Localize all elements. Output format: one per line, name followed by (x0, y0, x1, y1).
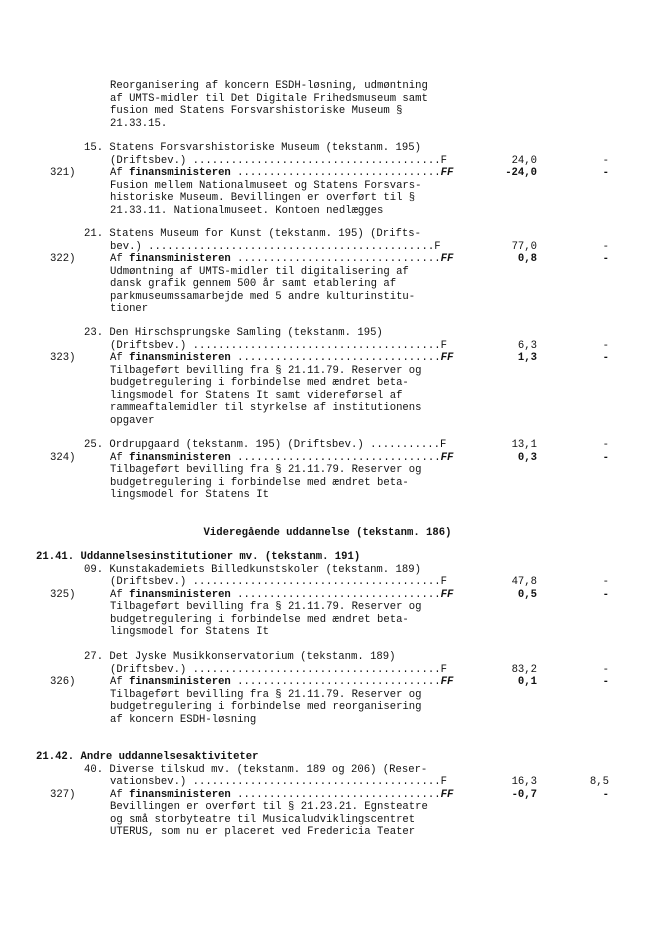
adjustment-line: 326) Af finansministeren ................................FF 0,1 - (50, 676, 609, 688)
adjustment-reserve: - (602, 588, 609, 601)
description: tioner (110, 303, 149, 315)
account-title: (Driftsbev.) .......................................F 6,3 - (110, 339, 609, 352)
appropriation-value: 6,3 (517, 339, 537, 352)
appropriation-value: 16,3 (511, 776, 537, 788)
adjustment-value: -24,0 (505, 167, 537, 179)
intro-text: Reorganisering af koncern ESDH-løsning, udmøntning (110, 80, 428, 92)
description: 21.33.11. Nationalmuseet. Kontoen nedlægges (110, 204, 384, 217)
reserve-value: - (602, 240, 609, 253)
item-number: 322) (50, 253, 76, 265)
account-title: bev.) .............................................F 77,0 - (110, 240, 609, 253)
description: Tilbageført bevilling fra § 21.11.79. Reserver og (110, 601, 422, 613)
item-number: 327) (50, 788, 76, 801)
adjustment-reserve: - (602, 451, 609, 464)
subsection-heading: 21.41. Uddannelsesinstitutioner mv. (tekstanm. 191) (36, 551, 361, 563)
description: dansk grafik gennem 500 år samt etablering af (110, 278, 397, 290)
account-title: (Driftsbev.) .......................................F 24,0 - (110, 154, 609, 167)
description: lingsmodel for Statens It samt videreførsel af (110, 389, 403, 402)
description: af koncern ESDH-løsning (110, 713, 257, 726)
account-title: 27. Det Jyske Musikkonservatorium (tekstanm. 189) (84, 651, 396, 663)
description: Bevillingen er overført til § 21.23.21. Egnsteatre (110, 801, 428, 813)
appropriation-value: 77,0 (511, 240, 537, 253)
description: Udmøntning af UMTS-midler til digitalisering af (110, 265, 409, 278)
description: budgetregulering i forbindelse med ændret beta- (110, 377, 409, 389)
description: parkmuseumssamarbejde med 5 andre kulturinstitu- (110, 290, 416, 303)
account-title: 40. Diverse tilskud mv. (tekstanm. 189 og 206) (Reser- (84, 763, 428, 776)
adjustment-line: 327) Af finansministeren ................................FF -0,7 - (50, 788, 609, 801)
reserve-value: - (602, 339, 609, 352)
adjustment-value: 0,3 (517, 451, 537, 464)
reserve-value: 8,5 (589, 776, 609, 788)
description: Tilbageført bevilling fra § 21.11.79. Reserver og (110, 464, 422, 476)
adjustment-value: -0,7 (511, 788, 537, 801)
description: budgetregulering i forbindelse med ændret beta- (110, 613, 409, 626)
adjustment-reserve: - (602, 253, 609, 265)
reserve-value: - (602, 576, 609, 588)
adjustment-value: 0,5 (517, 588, 537, 601)
section-heading: Videregående uddannelse (tekstanm. 186) (203, 527, 452, 539)
account-title: 09. Kunstakademiets Billedkunstskoler (tekstanm. 189) (84, 563, 421, 576)
account-title: vationsbev.) .......................................F 16,3 8,5 (110, 776, 609, 788)
reserve-value: - (602, 439, 609, 451)
account-title: 25. Ordrupgaard (tekstanm. 195) (Driftsbev.) ...........F 13,1 - (84, 439, 609, 451)
description: budgetregulering i forbindelse med reorganisering (110, 701, 422, 713)
description: Fusion mellem Nationalmuseet og Statens Forsvars- (110, 179, 422, 192)
account-title: (Driftsbev.) .......................................F 83,2 - (110, 663, 609, 676)
appropriation-value: 47,8 (511, 576, 537, 588)
item-number: 325) (50, 588, 76, 601)
reserve-value: - (602, 154, 609, 167)
reserve-value: - (602, 663, 609, 676)
adjustment-value: 0,8 (517, 253, 537, 265)
description: Tilbageført bevilling fra § 21.11.79. Reserver og (110, 688, 422, 701)
item-number: 321) (50, 167, 76, 179)
description: lingsmodel for Statens It (110, 626, 269, 638)
description: Tilbageført bevilling fra § 21.11.79. Reserver og (110, 364, 422, 377)
adjustment-reserve: - (602, 788, 609, 801)
adjustment-reserve: - (602, 167, 609, 179)
intro-text: af UMTS-midler til Det Digitale Frihedsmuseum samt (110, 92, 428, 105)
adjustment-line: 324) Af finansministeren ................................FF 0,3 - (50, 451, 609, 464)
description: UTERUS, som nu er placeret ved Fredericia Teater (110, 826, 416, 838)
description: og små storbyteatre til Musicaludviklingscentret (110, 813, 416, 826)
account-title: 15. Statens Forsvarshistoriske Museum (tekstanm. 195) (84, 142, 421, 154)
account-title: 21. Statens Museum for Kunst (tekstanm. 195) (Drifts- (84, 228, 421, 240)
appropriation-value: 13,1 (511, 439, 537, 451)
item-number: 323) (50, 352, 76, 364)
item-number: 326) (50, 676, 76, 688)
adjustment-line: 323) Af finansministeren ................................FF 1,3 - (50, 352, 609, 364)
account-title: 23. Den Hirschsprungske Samling (tekstanm. 195) (84, 327, 383, 339)
description: rammeaftalemidler til styrkelse af institutionens (110, 402, 422, 414)
adjustment-line: 325) Af finansministeren ................................FF 0,5 - (50, 588, 609, 601)
item-number: 324) (50, 451, 76, 464)
adjustment-value: 0,1 (517, 676, 537, 688)
adjustment-reserve: - (602, 676, 609, 688)
adjustment-line: 322) Af finansministeren ................................FF 0,8 - (50, 253, 609, 265)
appropriation-value: 83,2 (511, 663, 537, 676)
subsection-heading: 21.42. Andre uddannelsesaktiviteter (36, 751, 259, 763)
appropriation-value: 24,0 (511, 154, 537, 167)
description: budgetregulering i forbindelse med ændret beta- (110, 476, 409, 489)
intro-text: fusion med Statens Forsvarshistoriske Museum § (110, 105, 403, 117)
description: opgaver (110, 414, 155, 427)
intro-text: 21.33.15. (110, 117, 168, 130)
adjustment-line: 321) Af finansministeren ................................FF -24,0 - (50, 167, 609, 179)
description: lingsmodel for Statens It (110, 489, 269, 501)
account-title: (Driftsbev.) .......................................F 47,8 - (110, 576, 609, 588)
adjustment-value: 1,3 (517, 352, 537, 364)
adjustment-reserve: - (602, 352, 609, 364)
description: historiske Museum. Bevillingen er overført til § (110, 192, 416, 204)
